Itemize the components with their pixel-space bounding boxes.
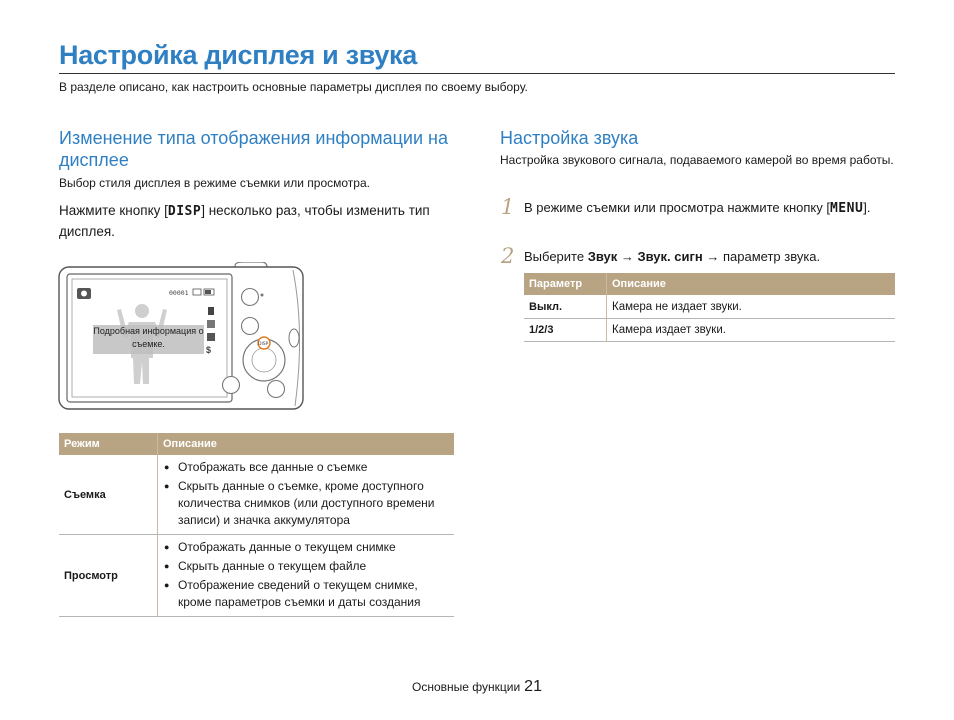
table-row	[524, 295, 895, 319]
table-cell-parameter: Выкл.	[524, 295, 607, 319]
sound-section-subtitle: Настройка звукового сигнала, подаваемого камерой во время работы.	[500, 153, 894, 167]
step-number: 2	[501, 244, 515, 268]
table-header-description: Описание	[607, 273, 896, 295]
disp-button-label: DISP	[167, 204, 202, 219]
info-callout: Подробная информация о съемке.	[93, 325, 204, 354]
table-row	[59, 455, 454, 535]
step-text-suffix: параметр звука.	[722, 249, 821, 264]
step-text	[524, 198, 894, 219]
shot-counter-text: 00001	[169, 289, 189, 297]
table-cell-description	[158, 535, 455, 617]
step-text-before: В режиме съемки или просмотра нажмите кнопку [	[524, 200, 830, 215]
title-divider	[59, 73, 895, 74]
sound-section-title: Настройка звука	[500, 128, 639, 148]
list-item: ● Отображать все данные о съемке	[163, 459, 449, 476]
table-row	[524, 319, 895, 342]
display-instruction-before: Нажмите кнопку [	[59, 203, 168, 218]
list-item: ● Отображать данные о текущем снимке	[163, 539, 449, 556]
table-header-mode: Режим	[59, 433, 158, 455]
menu-path-beep: Звук. сигн	[637, 249, 703, 264]
step-text-after: ].	[863, 200, 871, 215]
arrow: →	[617, 249, 638, 264]
page-intro: В разделе описано, как настроить основные параметры дисплея по своему выбору.	[59, 80, 528, 94]
table-header-description: Описание	[158, 433, 455, 455]
step-number: 1	[501, 195, 515, 219]
menu-path-sound: Звук	[587, 249, 618, 264]
step-text-prefix: Выберите	[524, 249, 588, 264]
arrow: →	[702, 249, 723, 264]
menu-button-label: MENU	[829, 201, 864, 216]
table-cell-description: Камера издает звуки.	[607, 319, 896, 342]
display-section-title: Изменение типа отображения информации на дисплее	[59, 128, 448, 170]
sound-options-table	[524, 273, 895, 342]
page-footer	[412, 678, 542, 696]
table-row	[59, 535, 454, 617]
display-instruction-after: ] несколько раз, чтобы изменить тип дисплея.	[59, 203, 430, 239]
page-number: 21	[524, 678, 542, 695]
table-cell-description: Камера не издает звуки.	[607, 295, 896, 319]
svg-text:DISP: DISP	[258, 342, 269, 347]
display-section-subtitle: Выбор стиля дисплея в режиме съемки или просмотра.	[59, 176, 370, 190]
footer-section-name: Основные функции	[412, 680, 521, 694]
table-cell-mode: Просмотр	[59, 535, 158, 617]
svg-text:$: $	[206, 345, 212, 355]
list-item: ● Отображение сведений о текущем снимке, кроме параметров съемки и даты создания	[163, 577, 449, 611]
table-cell-parameter: 1/2/3	[524, 319, 607, 342]
list-item: ● Скрыть данные о съемке, кроме доступного количества снимков (или доступного времени записи) и значка аккумулятора	[163, 478, 449, 529]
step-text	[524, 247, 894, 267]
page-title: Настройка дисплея и звука	[59, 40, 417, 70]
list-item: ● Скрыть данные о текущем файле	[163, 558, 449, 575]
table-header-parameter: Параметр	[524, 273, 607, 295]
display-modes-table	[59, 433, 454, 617]
table-cell-description	[158, 455, 455, 535]
display-instruction	[59, 201, 454, 242]
camera-illustration	[57, 262, 307, 412]
table-cell-mode: Съемка	[59, 455, 158, 535]
